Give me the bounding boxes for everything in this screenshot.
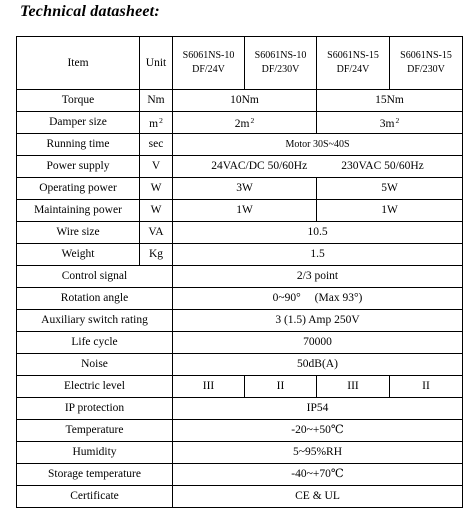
- value-model-1: III: [173, 376, 245, 398]
- header-model-2: S6061NS-10 DF/230V: [245, 37, 317, 90]
- row-certificate: [17, 486, 463, 508]
- datasheet-heading: Technical datasheet:: [20, 3, 160, 20]
- row-torque: [17, 90, 463, 112]
- spec-table: [16, 36, 463, 508]
- value-all: Motor 30S~40S: [173, 134, 463, 156]
- row-unit: W: [140, 200, 173, 222]
- header-unit: Unit: [140, 37, 173, 90]
- value-all: 50dB(A): [173, 354, 463, 376]
- row-unit: W: [140, 178, 173, 200]
- row-weight: [17, 244, 463, 266]
- row-running-time: [17, 134, 463, 156]
- value-all: 1.5: [173, 244, 463, 266]
- value-10: 1W: [173, 200, 317, 222]
- header-model-3: S6061NS-15 DF/24V: [317, 37, 390, 90]
- row-label: Storage temperature: [17, 464, 173, 486]
- value-10: $2m^2$: [173, 112, 317, 134]
- row-label: Auxiliary switch rating: [17, 310, 173, 332]
- row-noise: [17, 354, 463, 376]
- value-all: -20~+50℃: [173, 420, 463, 442]
- value-model-2: II: [245, 376, 317, 398]
- row-auxiliary-switch: [17, 310, 463, 332]
- row-unit: Kg: [140, 244, 173, 266]
- row-ip-protection: [17, 398, 463, 420]
- row-label: Certificate: [17, 486, 173, 508]
- row-power-supply: [17, 156, 463, 178]
- value-all: CE & UL: [173, 486, 463, 508]
- row-maintaining-power: [17, 200, 463, 222]
- value-15: 1W: [317, 200, 463, 222]
- value-all: 0~90° (Max 93°): [173, 288, 463, 310]
- row-label: Life cycle: [17, 332, 173, 354]
- row-label: Electric level: [17, 376, 173, 398]
- value-15: 15Nm: [317, 90, 463, 112]
- row-label: Torque: [17, 90, 140, 112]
- row-unit: VA: [140, 222, 173, 244]
- value-15: 5W: [317, 178, 463, 200]
- row-electric-level: [17, 376, 463, 398]
- row-temperature: [17, 420, 463, 442]
- row-label: Wire size: [17, 222, 140, 244]
- row-damper-size: [17, 112, 463, 134]
- row-label: Weight: [17, 244, 140, 266]
- value-10: 10Nm: [173, 90, 317, 112]
- row-control-signal: [17, 266, 463, 288]
- header-item: Item: [17, 37, 140, 90]
- row-storage-temperature: [17, 464, 463, 486]
- row-label: Humidity: [17, 442, 173, 464]
- row-label: Maintaining power: [17, 200, 140, 222]
- row-unit: sec: [140, 134, 173, 156]
- row-rotation-angle: [17, 288, 463, 310]
- row-label: Rotation angle: [17, 288, 173, 310]
- row-label: Operating power: [17, 178, 140, 200]
- row-unit: $m^2$: [140, 112, 173, 134]
- value-all: IP54: [173, 398, 463, 420]
- row-label: Damper size: [17, 112, 140, 134]
- row-life-cycle: [17, 332, 463, 354]
- value-all: -40~+70℃: [173, 464, 463, 486]
- row-label: Running time: [17, 134, 140, 156]
- row-label: Control signal: [17, 266, 173, 288]
- row-operating-power: [17, 178, 463, 200]
- value-model-4: II: [390, 376, 463, 398]
- row-unit: V: [140, 156, 173, 178]
- header-model-4: S6061NS-15 DF/230V: [390, 37, 463, 90]
- value-all: 2/3 point: [173, 266, 463, 288]
- row-label: IP protection: [17, 398, 173, 420]
- row-wire-size: [17, 222, 463, 244]
- row-label: Power supply: [17, 156, 140, 178]
- value-all: 10.5: [173, 222, 463, 244]
- value-model-3: III: [317, 376, 390, 398]
- row-unit: Nm: [140, 90, 173, 112]
- row-label: Temperature: [17, 420, 173, 442]
- value-15: $3m^2$: [317, 112, 463, 134]
- value-all: 5~95%RH: [173, 442, 463, 464]
- header-model-1: S6061NS-10 DF/24V: [173, 37, 245, 90]
- value-voltage: 24VAC/DC 50/60Hz 230VAC 50/60Hz: [173, 156, 463, 178]
- value-10: 3W: [173, 178, 317, 200]
- row-label: Noise: [17, 354, 173, 376]
- value-all: 3 (1.5) Amp 250V: [173, 310, 463, 332]
- row-humidity: [17, 442, 463, 464]
- table-header-row: [17, 37, 463, 90]
- value-all: 70000: [173, 332, 463, 354]
